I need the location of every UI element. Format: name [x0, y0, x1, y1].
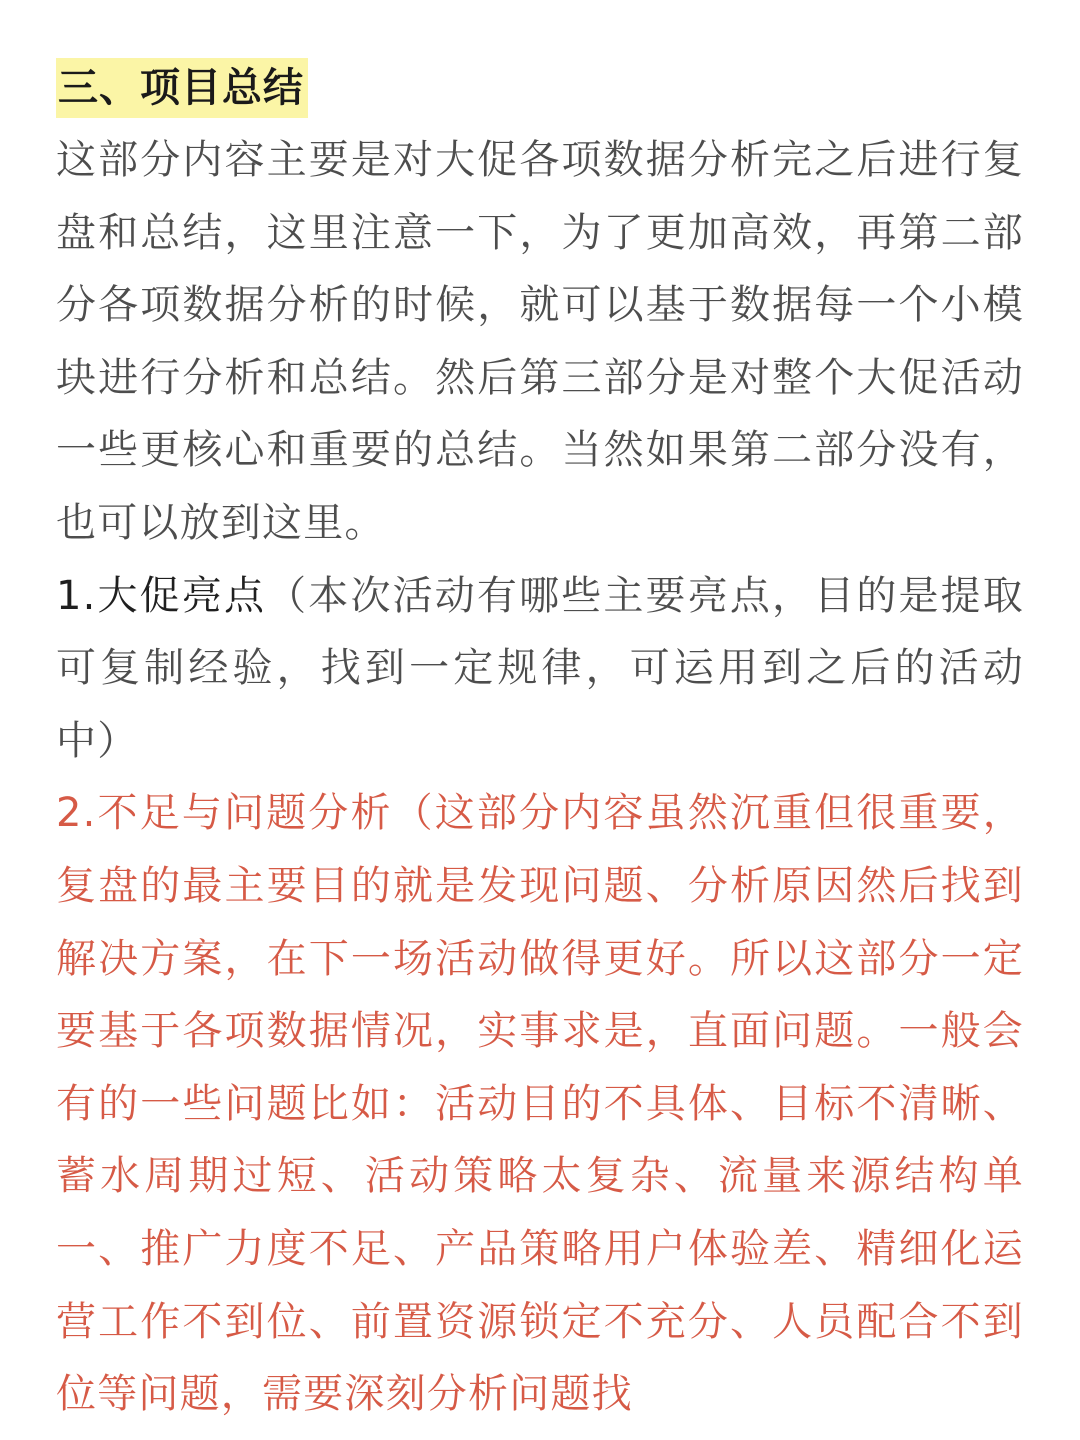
item-1-title: 1.大促亮点	[56, 572, 267, 619]
item-2-paragraph: 2.不足与问题分析（这部分内容虽然沉重但很重要，复盘的最主要目的就是发现问题、分析原因然后找到解决方案，在下一场活动做得更好。所以这部分一定要基于各项数据情况，实事求是，直面问题。一般会有的一些问题比如：活动目的不具体、目标不清晰、蓄水周期过短、活动策略太复杂、流量来源结构单一、推广力度不足、产品策略用户体验差、精细化运营工作不到位、前置资源锁定不充分、人员配合不到位等问题，需要深刻分析问题找	[56, 790, 1024, 1418]
intro-paragraph: 这部分内容主要是对大促各项数据分析完之后进行复盘和总结，这里注意一下，为了更加高效，再第二部分各项数据分析的时候，就可以基于数据每一个小模块进行分析和总结。然后第三部分是对整个大促活动一些更核心和重要的总结。当然如果第二部分没有，也可以放到这里。	[56, 137, 1024, 546]
item-1-paragraph	[56, 560, 1024, 778]
article	[56, 52, 1024, 1431]
section-heading: 三、项目总结	[56, 58, 308, 118]
section-heading-wrap	[56, 52, 1024, 124]
item-1-note: （本次活动有哪些主要亮点，目的是提取可复制经验，找到一定规律，可运用到之后的活动中）	[56, 572, 1024, 764]
